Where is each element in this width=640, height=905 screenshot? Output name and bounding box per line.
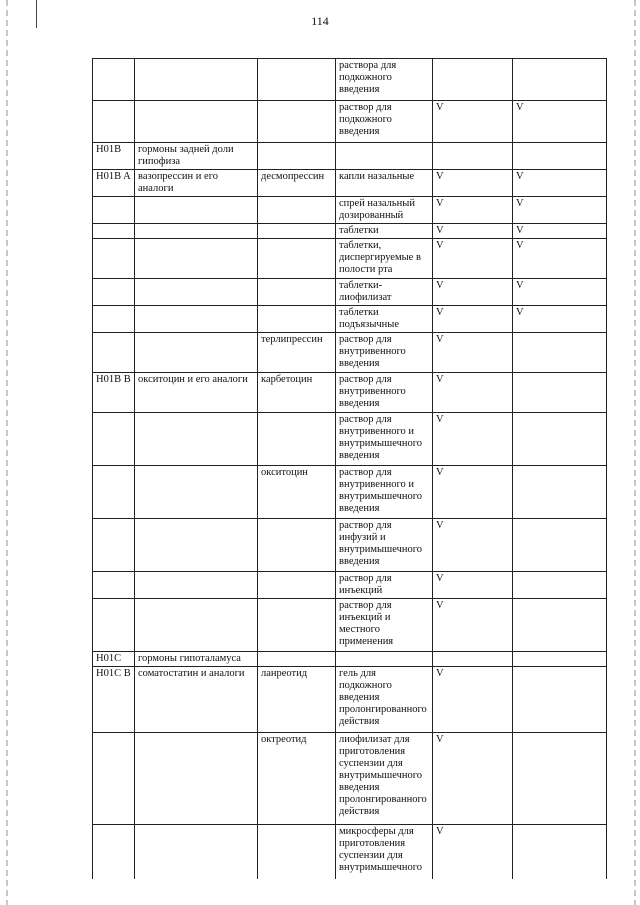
dosage-form-cell: таблетки подъязычные — [336, 306, 433, 333]
table-row — [93, 825, 607, 879]
mark-cell-2 — [513, 519, 607, 572]
mark-cell-1: V — [433, 599, 513, 652]
drug-name-cell — [258, 599, 336, 652]
group-name-cell — [135, 239, 258, 279]
mark-cell-2: V — [513, 279, 607, 306]
mark-cell-1: V — [433, 466, 513, 519]
group-name-cell — [135, 197, 258, 224]
drug-name-cell: ланреотид — [258, 667, 336, 733]
drug-name-cell — [258, 825, 336, 879]
atc-code-cell: H01B A — [93, 170, 135, 197]
dosage-form-cell: таблетки-лиофилизат — [336, 279, 433, 306]
atc-code-cell — [93, 101, 135, 143]
group-name-cell — [135, 306, 258, 333]
atc-code-cell — [93, 413, 135, 466]
group-name-cell — [135, 572, 258, 599]
mark-cell-2 — [513, 373, 607, 413]
dosage-form-cell: раствор для внутривенного и внутримышечного введения — [336, 413, 433, 466]
mark-cell-1: V — [433, 825, 513, 879]
scan-edge-right — [634, 0, 636, 905]
drug-name-cell: карбетоцин — [258, 373, 336, 413]
mark-cell-2: V — [513, 306, 607, 333]
atc-code-cell: H01B B — [93, 373, 135, 413]
group-name-cell — [135, 466, 258, 519]
dosage-form-cell: раствор для внутривенного и внутримышечного введения — [336, 466, 433, 519]
mark-cell-1 — [433, 652, 513, 667]
mark-cell-2 — [513, 143, 607, 170]
drug-name-cell — [258, 413, 336, 466]
mark-cell-1: V — [433, 101, 513, 143]
mark-cell-1 — [433, 143, 513, 170]
dosage-form-cell: микросферы для приготовления суспензии для внутримышечного — [336, 825, 433, 879]
group-name-cell — [135, 599, 258, 652]
drug-name-cell — [258, 652, 336, 667]
group-name-cell — [135, 224, 258, 239]
dosage-form-cell: раствора для подкожного введения — [336, 59, 433, 101]
dosage-form-cell: раствор для инфузий и внутримышечного введения — [336, 519, 433, 572]
mark-cell-1 — [433, 59, 513, 101]
dosage-form-cell: капли назальные — [336, 170, 433, 197]
group-name-cell — [135, 825, 258, 879]
atc-code-cell — [93, 197, 135, 224]
atc-code-cell — [93, 279, 135, 306]
group-name-cell: вазопрессин и его аналоги — [135, 170, 258, 197]
group-name-cell — [135, 733, 258, 825]
atc-code-cell: H01C — [93, 652, 135, 667]
dosage-form-cell: гель для подкожного введения пролонгированного действия — [336, 667, 433, 733]
table-row — [93, 599, 607, 652]
atc-code-cell — [93, 306, 135, 333]
mark-cell-2: V — [513, 239, 607, 279]
table-row — [93, 466, 607, 519]
dosage-form-cell — [336, 143, 433, 170]
drug-table — [92, 58, 607, 879]
mark-cell-1: V — [433, 667, 513, 733]
mark-cell-2 — [513, 599, 607, 652]
table-row — [93, 143, 607, 170]
atc-code-cell — [93, 59, 135, 101]
mark-cell-2 — [513, 333, 607, 373]
table-row — [93, 224, 607, 239]
table-row — [93, 667, 607, 733]
dosage-form-cell: таблетки, диспергируемые в полости рта — [336, 239, 433, 279]
mark-cell-1: V — [433, 170, 513, 197]
mark-cell-2: V — [513, 197, 607, 224]
mark-cell-2 — [513, 466, 607, 519]
mark-cell-1: V — [433, 197, 513, 224]
atc-code-cell — [93, 599, 135, 652]
dosage-form-cell: раствор для внутривенного введения — [336, 333, 433, 373]
dosage-form-cell: раствор для внутривенного введения — [336, 373, 433, 413]
mark-cell-2 — [513, 59, 607, 101]
table-row — [93, 572, 607, 599]
table-row — [93, 652, 607, 667]
mark-cell-1: V — [433, 373, 513, 413]
atc-code-cell — [93, 239, 135, 279]
drug-name-cell — [258, 101, 336, 143]
mark-cell-1: V — [433, 239, 513, 279]
dosage-form-cell: спрей назальный дозированный — [336, 197, 433, 224]
dosage-form-cell: лиофилизат для приготовления суспензии для внутримышечного введения пролонгированного действия — [336, 733, 433, 825]
drug-name-cell — [258, 59, 336, 101]
mark-cell-2 — [513, 572, 607, 599]
drug-name-cell — [258, 306, 336, 333]
group-name-cell: соматостатин и аналоги — [135, 667, 258, 733]
group-name-cell: гормоны гипоталамуса — [135, 652, 258, 667]
atc-code-cell — [93, 825, 135, 879]
drug-name-cell: окситоцин — [258, 466, 336, 519]
dosage-form-cell: раствор для подкожного введения — [336, 101, 433, 143]
table-row — [93, 170, 607, 197]
mark-cell-1: V — [433, 279, 513, 306]
table-row — [93, 413, 607, 466]
table-row — [93, 239, 607, 279]
drug-name-cell: десмопрессин — [258, 170, 336, 197]
group-name-cell — [135, 519, 258, 572]
group-name-cell — [135, 333, 258, 373]
drug-name-cell — [258, 197, 336, 224]
mark-cell-1: V — [433, 519, 513, 572]
table-row — [93, 333, 607, 373]
atc-code-cell: H01C B — [93, 667, 135, 733]
dosage-form-cell: раствор для инъекций — [336, 572, 433, 599]
table-row — [93, 733, 607, 825]
table-row — [93, 373, 607, 413]
group-name-cell — [135, 413, 258, 466]
dosage-form-cell — [336, 652, 433, 667]
mark-cell-2 — [513, 733, 607, 825]
group-name-cell: окситоцин и его аналоги — [135, 373, 258, 413]
mark-cell-2 — [513, 825, 607, 879]
atc-code-cell — [93, 519, 135, 572]
group-name-cell — [135, 279, 258, 306]
mark-cell-1: V — [433, 413, 513, 466]
group-name-cell: гормоны задней доли гипофиза — [135, 143, 258, 170]
drug-name-cell — [258, 143, 336, 170]
mark-cell-2 — [513, 667, 607, 733]
mark-cell-2 — [513, 652, 607, 667]
table-row — [93, 519, 607, 572]
atc-code-cell — [93, 466, 135, 519]
scan-edge-left — [6, 0, 8, 905]
atc-code-cell — [93, 224, 135, 239]
atc-code-cell — [93, 733, 135, 825]
drug-name-cell — [258, 224, 336, 239]
mark-cell-1: V — [433, 733, 513, 825]
mark-cell-2: V — [513, 224, 607, 239]
drug-name-cell — [258, 572, 336, 599]
group-name-cell — [135, 59, 258, 101]
mark-cell-2 — [513, 413, 607, 466]
atc-code-cell — [93, 572, 135, 599]
drug-name-cell: терлипрессин — [258, 333, 336, 373]
mark-cell-1: V — [433, 306, 513, 333]
atc-code-cell — [93, 333, 135, 373]
atc-code-cell: H01B — [93, 143, 135, 170]
table-row — [93, 279, 607, 306]
dosage-form-cell: таблетки — [336, 224, 433, 239]
drug-name-cell — [258, 279, 336, 306]
dosage-form-cell: раствор для инъекций и местного применения — [336, 599, 433, 652]
page-number: 114 — [311, 14, 329, 28]
group-name-cell — [135, 101, 258, 143]
table-row — [93, 306, 607, 333]
mark-cell-1: V — [433, 333, 513, 373]
mark-cell-2: V — [513, 170, 607, 197]
drug-name-cell — [258, 519, 336, 572]
table-row — [93, 197, 607, 224]
mark-cell-1: V — [433, 572, 513, 599]
table-row — [93, 59, 607, 101]
drug-name-cell — [258, 239, 336, 279]
drug-name-cell: октреотид — [258, 733, 336, 825]
mark-cell-2: V — [513, 101, 607, 143]
mark-cell-1: V — [433, 224, 513, 239]
table-row — [93, 101, 607, 143]
